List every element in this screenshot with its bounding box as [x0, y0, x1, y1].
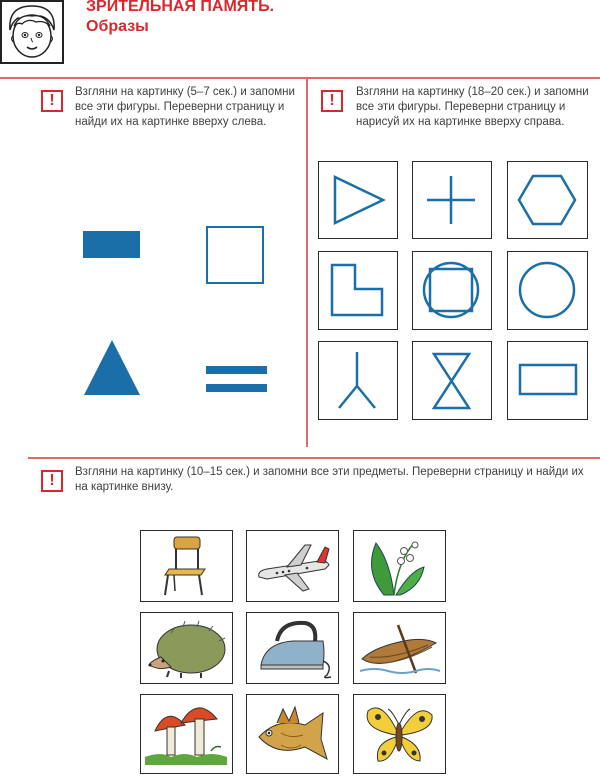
object-cell-butterfly — [353, 694, 446, 774]
fish-icon — [247, 695, 337, 772]
page-title — [86, 0, 274, 37]
column-divider — [306, 79, 308, 447]
airplane-icon — [247, 531, 337, 600]
filled-rectangle-shape — [83, 231, 140, 258]
l-shape-icon — [319, 252, 396, 328]
iron-icon — [247, 613, 337, 682]
object-cell-iron — [246, 612, 339, 684]
shapes-grid — [318, 161, 588, 420]
mushrooms-icon — [141, 695, 231, 772]
warning-icon: ! — [41, 470, 63, 492]
header-divider — [0, 77, 600, 79]
section-divider — [28, 457, 600, 459]
grid-cell-circle — [507, 251, 588, 330]
grid-cell-hexagon — [507, 161, 588, 239]
left-instruction: Взгляни на картинку (5–7 сек.) и запомни все эти фигуры. Переверни страницу и найди их на картинке вверху слева. — [75, 86, 295, 128]
rectangle-icon — [508, 342, 586, 418]
lily-of-the-valley-icon — [354, 531, 444, 600]
circle-in-square-icon — [413, 252, 490, 328]
boy-face-icon — [0, 0, 70, 70]
grid-cell-y-fork — [318, 341, 398, 420]
circle-icon — [508, 252, 586, 328]
object-cell-boat — [353, 612, 446, 684]
equals-bars-shape — [206, 366, 267, 392]
object-cell-lily — [353, 530, 446, 602]
object-cell-mushrooms — [140, 694, 233, 774]
object-cell-chair — [140, 530, 233, 602]
warning-icon: ! — [41, 90, 63, 112]
hourglass-icon — [413, 342, 490, 418]
plus-icon — [413, 162, 490, 237]
title-line-2: Образы — [86, 18, 149, 35]
chair-icon — [141, 531, 231, 600]
objects-grid — [140, 530, 446, 774]
grid-cell-plus — [412, 161, 492, 239]
right-instruction: Взгляни на картинку (18–20 сек.) и запомни все эти фигуры. Переверни страницу и нарисуй их на картинке вверху справа. — [356, 86, 589, 128]
filled-triangle-shape — [82, 338, 142, 396]
boat-icon — [354, 613, 444, 682]
triangle-right-icon — [319, 162, 396, 237]
grid-cell-hourglass — [412, 341, 492, 420]
object-cell-fish — [246, 694, 339, 774]
grid-cell-rectangle — [507, 341, 588, 420]
grid-cell-triangle — [318, 161, 398, 239]
title-line-1: ЗРИТЕЛЬНАЯ ПАМЯТЬ. — [86, 0, 275, 15]
object-cell-hedgehog — [140, 612, 233, 684]
outlined-square-shape — [206, 226, 264, 284]
y-fork-icon — [319, 342, 396, 418]
grid-cell-circle-in-square — [412, 251, 492, 330]
bottom-instruction: Взгляни на картинку (10–15 сек.) и запомни все эти предметы. Переверни страницу и найди их на картинке внизу. — [75, 466, 584, 493]
warning-icon: ! — [321, 90, 343, 112]
object-cell-airplane — [246, 530, 339, 602]
hedgehog-icon — [141, 613, 231, 682]
grid-cell-l-shape — [318, 251, 398, 330]
hexagon-icon — [508, 162, 586, 237]
boy-avatar — [0, 0, 70, 70]
butterfly-icon — [354, 695, 444, 772]
